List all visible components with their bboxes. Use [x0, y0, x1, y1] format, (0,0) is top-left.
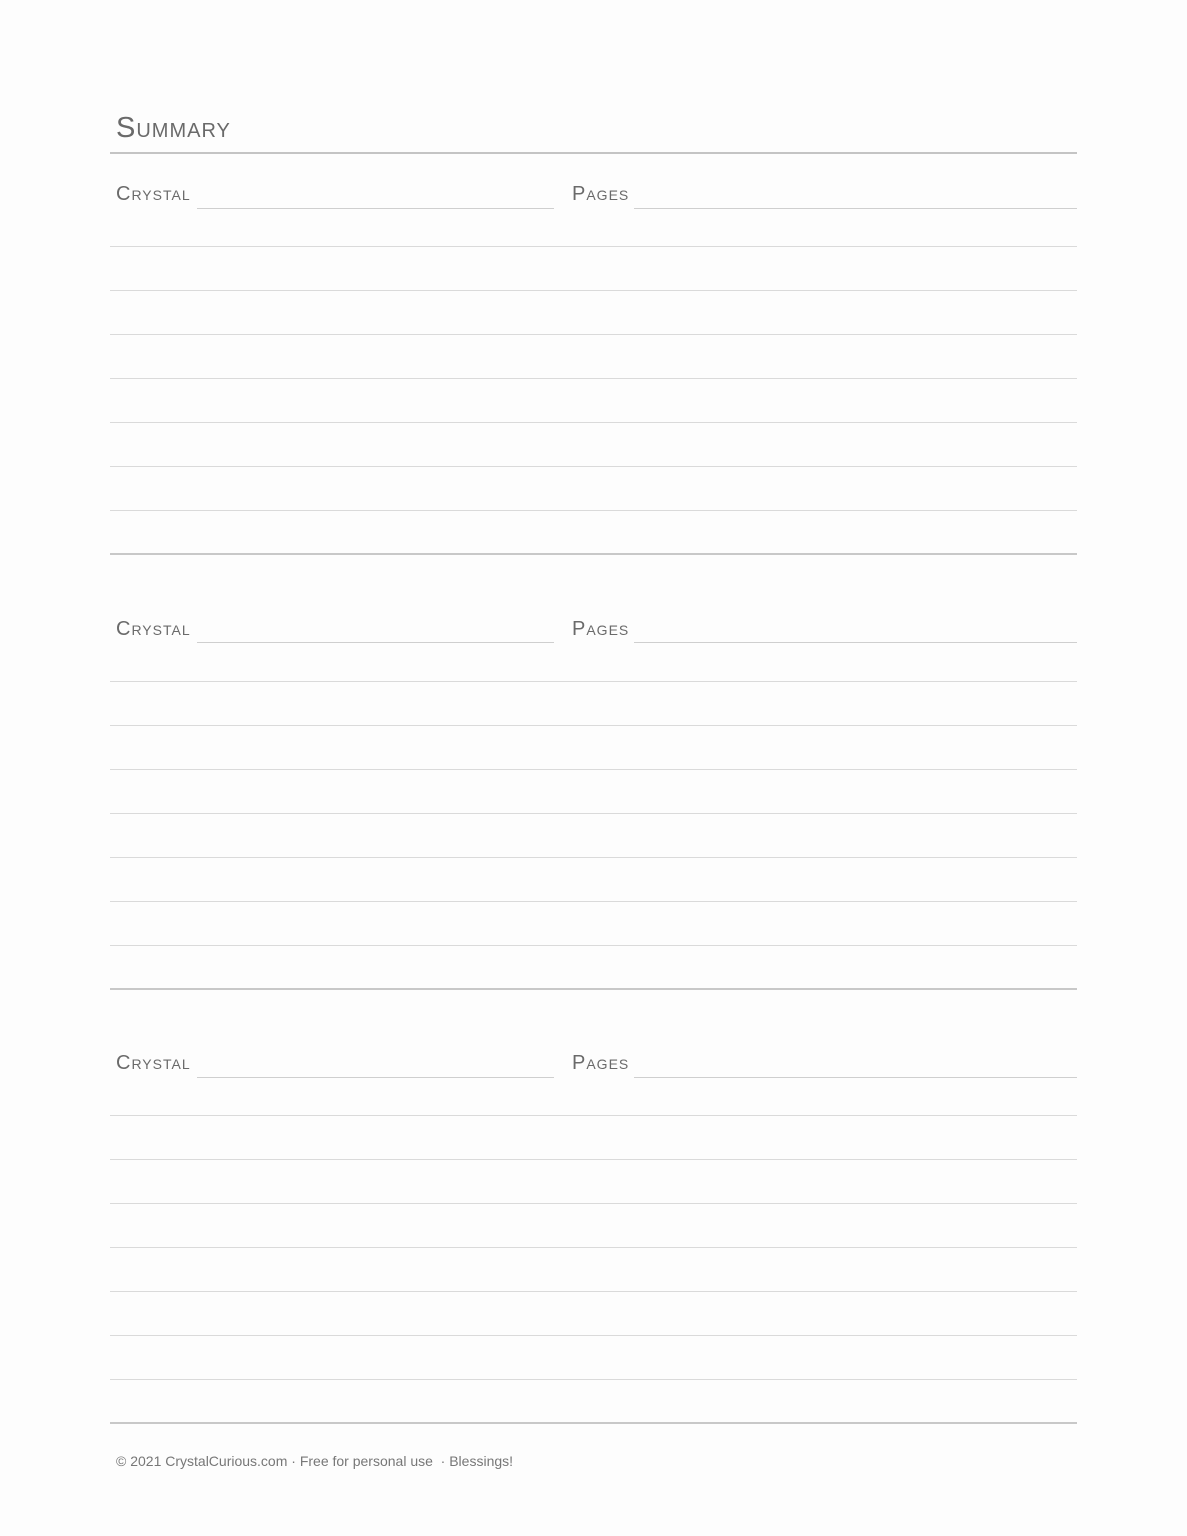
writing-line[interactable]: [110, 466, 1077, 467]
crystal-label: Crystal: [116, 618, 191, 640]
pages-field-line[interactable]: [634, 1077, 1077, 1078]
pages-field-line[interactable]: [634, 642, 1077, 643]
writing-line[interactable]: [110, 945, 1077, 946]
writing-line[interactable]: [110, 769, 1077, 770]
writing-line[interactable]: [110, 1379, 1077, 1380]
writing-line[interactable]: [110, 422, 1077, 423]
crystal-field-line[interactable]: [197, 642, 554, 643]
writing-line[interactable]: [110, 1335, 1077, 1336]
writing-line[interactable]: [110, 1291, 1077, 1292]
section-divider: [110, 553, 1077, 555]
pages-label: Pages: [572, 183, 630, 205]
crystal-label: Crystal: [116, 1052, 191, 1074]
writing-line[interactable]: [110, 1203, 1077, 1204]
pages-label: Pages: [572, 1052, 630, 1074]
footer-credit: © 2021 CrystalCurious.com · Free for personal use · Blessings!: [116, 1453, 514, 1469]
crystal-label: Crystal: [116, 183, 191, 205]
writing-line[interactable]: [110, 1247, 1077, 1248]
writing-line[interactable]: [110, 681, 1077, 682]
crystal-field-line[interactable]: [197, 1077, 554, 1078]
section-divider: [110, 988, 1077, 990]
writing-line[interactable]: [110, 857, 1077, 858]
pages-label: Pages: [572, 618, 630, 640]
writing-line[interactable]: [110, 1159, 1077, 1160]
writing-line[interactable]: [110, 510, 1077, 511]
writing-line[interactable]: [110, 813, 1077, 814]
section-divider: [110, 1422, 1077, 1424]
writing-line[interactable]: [110, 1115, 1077, 1116]
writing-line[interactable]: [110, 725, 1077, 726]
writing-line[interactable]: [110, 901, 1077, 902]
page-title: Summary: [116, 112, 231, 144]
